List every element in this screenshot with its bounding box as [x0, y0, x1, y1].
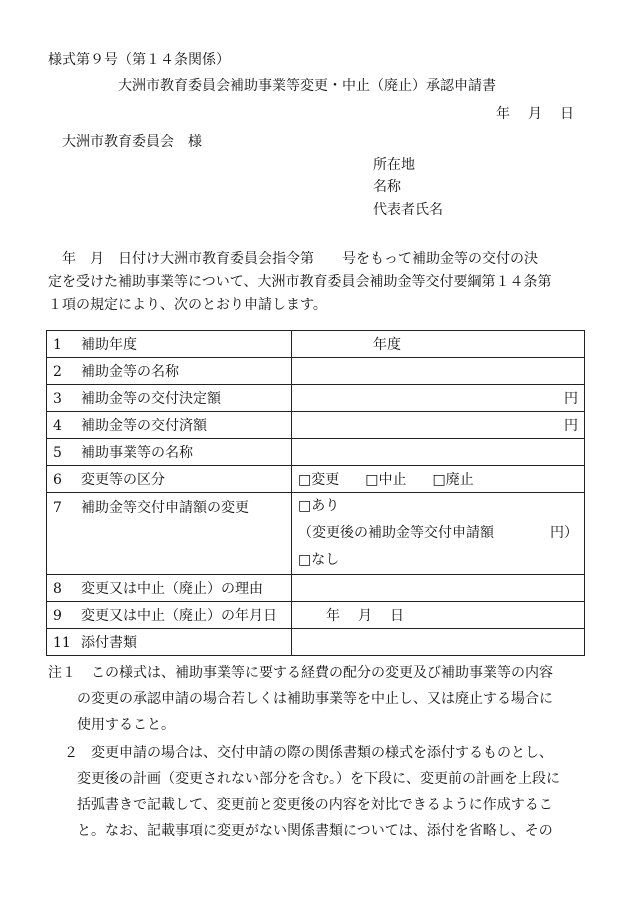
- note-line: と。なお、記載事項に変更がない関係書類については、添付を省略し、その: [77, 823, 553, 839]
- table-row: [47, 439, 585, 466]
- amount-change-no-checkbox[interactable]: □なし: [298, 552, 340, 568]
- paid-amount-field[interactable]: [292, 412, 585, 439]
- note-line: 変更後の計画（変更されない部分を含む。）を下段に、変更前の計画を上段に: [77, 771, 560, 787]
- row-value: 円: [564, 391, 578, 407]
- statement-line: １項の規定により、次のとおり申請します。: [48, 297, 327, 313]
- row-label: 補助金等交付申請額の変更: [81, 500, 249, 516]
- note-marker: ２: [64, 745, 78, 761]
- note-line: 括弧書きで記載して、変更前と変更後の内容を対比できるように作成するこ: [77, 797, 553, 813]
- table-row: [47, 466, 585, 493]
- changed-amount-note: （変更後の補助金等交付申請額 円）: [298, 525, 578, 541]
- address-label: 所在地: [373, 157, 415, 173]
- table-row: [47, 331, 585, 358]
- row-label: 変更又は中止（廃止）の理由: [81, 581, 263, 597]
- row-number: 11: [53, 635, 71, 651]
- document-title: 大洲市教育委員会補助事業等変更・中止（廃止）承認申請書: [118, 78, 496, 94]
- application-date: 年 月 日: [496, 106, 576, 122]
- note-marker: 注１: [48, 665, 76, 681]
- row-number: 1: [53, 337, 62, 353]
- notes: [48, 660, 588, 844]
- note-line: 変更申請の場合は、交付申請の際の関係書類の様式を添付するものとし、: [91, 745, 553, 761]
- table-row: [47, 358, 585, 385]
- change-date-field[interactable]: [292, 602, 585, 629]
- row-label: 補助金等の交付決定額: [81, 391, 221, 407]
- cancel-checkbox[interactable]: □中止: [365, 472, 407, 488]
- representative-label: 代表者氏名: [373, 202, 443, 218]
- note-2: [48, 740, 588, 844]
- table-row: [47, 412, 585, 439]
- row-number: 6: [53, 472, 62, 488]
- row-number: 3: [53, 391, 62, 407]
- application-table: [46, 330, 585, 656]
- note-line: の変更の承認申請の場合若しくは補助事業等を中止し、又は廃止する場合に: [77, 691, 553, 707]
- abolish-checkbox[interactable]: □廃止: [432, 472, 474, 488]
- table-row: [47, 493, 585, 575]
- row-number: 7: [53, 500, 62, 516]
- row-label: 変更等の区分: [81, 472, 165, 488]
- table-row: [47, 575, 585, 602]
- name-label: 名称: [373, 179, 401, 195]
- row-label: 補助金等の名称: [81, 364, 179, 380]
- reason-field[interactable]: [292, 575, 585, 602]
- row-value: 年度: [373, 337, 401, 353]
- decided-amount-field[interactable]: [292, 385, 585, 412]
- row-label: 補助事業等の名称: [81, 445, 193, 461]
- form-number: 様式第９号（第１４条関係）: [48, 52, 230, 68]
- note-1: [48, 660, 588, 738]
- row-label: 補助年度: [81, 337, 137, 353]
- row-label: 補助金等の交付済額: [81, 418, 207, 434]
- subsidy-name-field[interactable]: [292, 358, 585, 385]
- row-number: 2: [53, 364, 62, 380]
- application-statement: [48, 248, 584, 317]
- project-name-field[interactable]: [292, 439, 585, 466]
- amount-change-yes-checkbox[interactable]: □あり: [298, 498, 340, 514]
- row-label: 添付書類: [81, 635, 137, 651]
- statement-line: 年 月 日付け大洲市教育委員会指令第 号をもって補助金等の交付の決: [48, 251, 538, 267]
- table-row: [47, 385, 585, 412]
- row-value: 年 月 日: [326, 608, 406, 624]
- attachments-field[interactable]: [292, 629, 585, 656]
- row-value: 円: [564, 418, 578, 434]
- statement-line: 定を受けた補助事業等について、大洲市教育委員会補助金等交付要綱第１４条第: [48, 274, 552, 290]
- row-number: 8: [53, 581, 62, 597]
- note-line: この様式は、補助事業等に要する経費の配分の変更及び補助事業等の内容: [91, 665, 553, 681]
- row-label: 変更又は中止（廃止）の年月日: [81, 608, 277, 624]
- table-row: [47, 602, 585, 629]
- subsidy-year-field[interactable]: [292, 331, 585, 358]
- change-checkbox[interactable]: □変更: [298, 472, 340, 488]
- note-line: 使用すること。: [77, 717, 175, 733]
- row-number: 9: [53, 608, 62, 624]
- table-row: [47, 629, 585, 656]
- addressee: 大洲市教育委員会 様: [62, 134, 202, 150]
- row-number: 4: [53, 418, 62, 434]
- row-number: 5: [53, 445, 62, 461]
